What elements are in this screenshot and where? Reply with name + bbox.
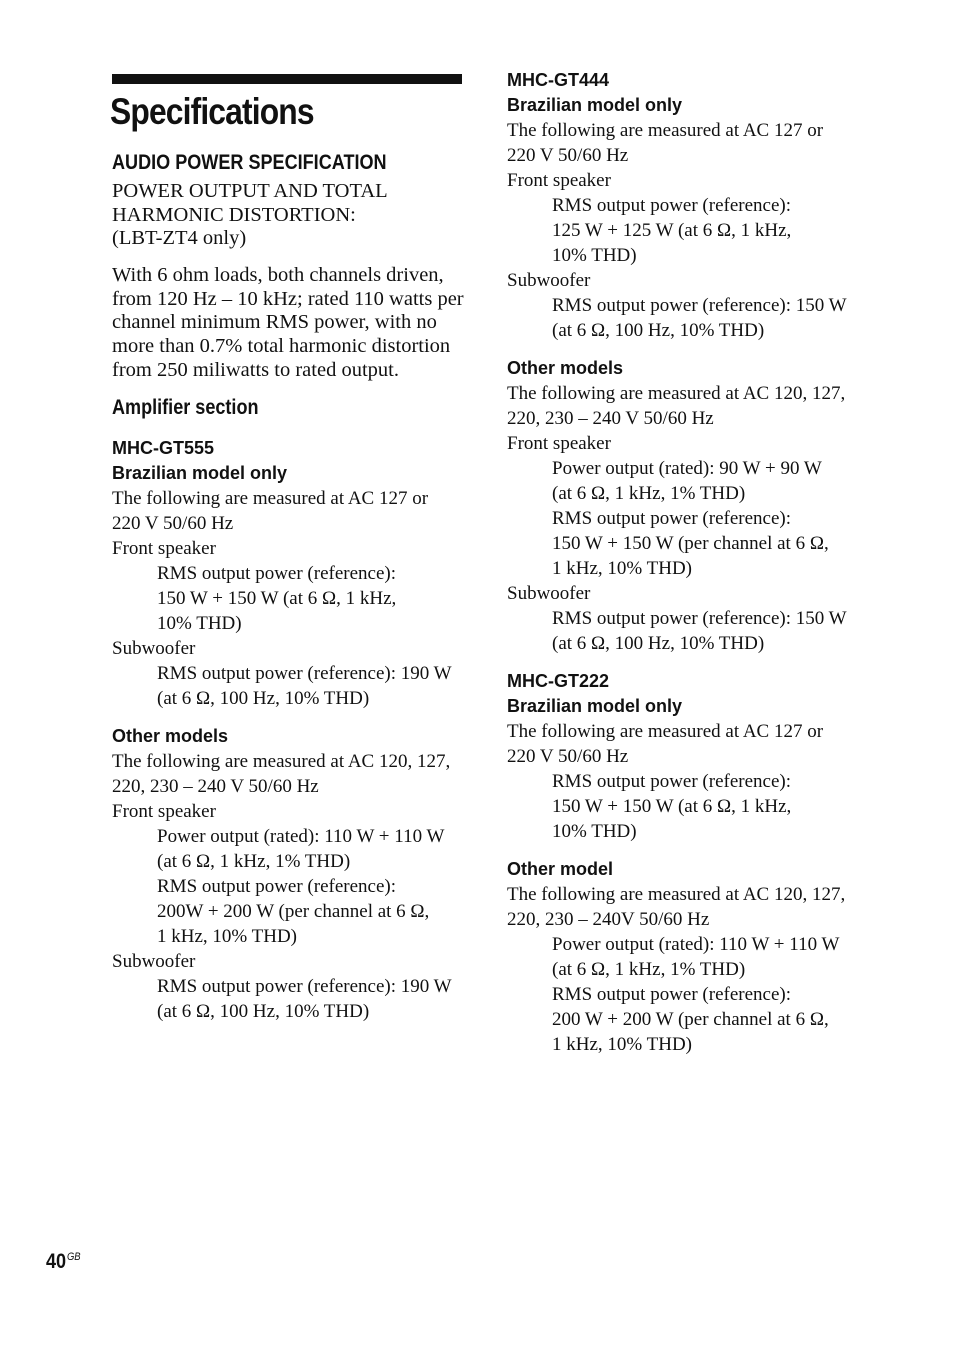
subwoofer-label: Subwoofer bbox=[507, 583, 591, 604]
spec-value: (at 6 Ω, 100 Hz, 10% THD) bbox=[552, 320, 765, 341]
section-heading: Other model bbox=[507, 859, 614, 879]
spec-value: 1 kHz, 10% THD) bbox=[552, 1034, 693, 1055]
spec-value: (at 6 Ω, 1 kHz, 1% THD) bbox=[552, 959, 746, 980]
spec-value: Power output (rated): 90 W + 90 W bbox=[552, 458, 822, 479]
power-statement bbox=[112, 264, 464, 383]
spec-value: RMS output power (reference): bbox=[552, 508, 792, 529]
spec-value: RMS output power (reference): bbox=[552, 771, 792, 792]
text-line: The following are measured at AC 120, 127, bbox=[507, 884, 846, 905]
title-rule bbox=[112, 74, 462, 84]
subwoofer-label: Subwoofer bbox=[112, 951, 196, 972]
spec-value: 10% THD) bbox=[157, 613, 242, 634]
text-line: from 120 Hz – 10 kHz; rated 110 watts per bbox=[112, 287, 464, 310]
page-number bbox=[46, 1250, 81, 1274]
spec-value: RMS output power (reference): bbox=[552, 195, 792, 216]
model-subheading: Brazilian model only bbox=[112, 463, 288, 483]
amplifier-section-heading: Amplifier section bbox=[112, 396, 259, 419]
section-heading: Other models bbox=[112, 726, 229, 746]
text-line: 220 V 50/60 Hz bbox=[112, 513, 234, 534]
text-line: 220, 230 – 240 V 50/60 Hz bbox=[507, 408, 714, 429]
text-line: The following are measured at AC 127 or bbox=[507, 120, 824, 141]
front-speaker-label: Front speaker bbox=[112, 801, 216, 822]
text-line: HARMONIC DISTORTION: bbox=[112, 203, 356, 226]
text-line: 220 V 50/60 Hz bbox=[507, 145, 629, 166]
text-line: more than 0.7% total harmonic distortion bbox=[112, 335, 451, 358]
model-heading: MHC-GT444 bbox=[507, 70, 610, 90]
subwoofer-label: Subwoofer bbox=[112, 638, 196, 659]
audio-power-heading: AUDIO POWER SPECIFICATION bbox=[112, 151, 387, 174]
text-line: 220, 230 – 240 V 50/60 Hz bbox=[112, 776, 319, 797]
spec-block-gt555-other bbox=[112, 724, 452, 1024]
spec-value: RMS output power (reference): bbox=[157, 876, 397, 897]
spec-value: 150 W + 150 W (per channel at 6 Ω, bbox=[552, 533, 829, 554]
front-speaker-label: Front speaker bbox=[507, 170, 611, 191]
spec-value: 150 W + 150 W (at 6 Ω, 1 kHz, bbox=[157, 588, 397, 609]
spec-value: 10% THD) bbox=[552, 821, 637, 842]
spec-block-gt555 bbox=[112, 436, 452, 711]
front-speaker-label: Front speaker bbox=[507, 433, 611, 454]
spec-value: RMS output power (reference): 150 W bbox=[552, 608, 847, 629]
spec-value: 1 kHz, 10% THD) bbox=[552, 558, 693, 579]
page-number-suffix: GB bbox=[66, 1251, 81, 1263]
spec-value: RMS output power (reference): 190 W bbox=[157, 663, 452, 684]
spec-block-gt444-other bbox=[507, 356, 847, 656]
text-line: The following are measured at AC 127 or bbox=[507, 721, 824, 742]
spec-value: (at 6 Ω, 100 Hz, 10% THD) bbox=[157, 688, 370, 709]
text-line: (LBT-ZT4 only) bbox=[112, 227, 247, 250]
spec-block-gt444 bbox=[507, 68, 847, 343]
spec-value: 200 W + 200 W (per channel at 6 Ω, bbox=[552, 1009, 829, 1030]
spec-value: (at 6 Ω, 100 Hz, 10% THD) bbox=[552, 633, 765, 654]
spec-value: 10% THD) bbox=[552, 245, 637, 266]
spec-value: Power output (rated): 110 W + 110 W bbox=[552, 934, 840, 955]
text-line: from 250 miliwatts to rated output. bbox=[112, 358, 399, 381]
section-heading: Other models bbox=[507, 358, 624, 378]
spec-value: (at 6 Ω, 100 Hz, 10% THD) bbox=[157, 1001, 370, 1022]
text-line: channel minimum RMS power, with no bbox=[112, 311, 437, 334]
text-line: With 6 ohm loads, both channels driven, bbox=[112, 264, 444, 286]
subwoofer-label: Subwoofer bbox=[507, 270, 591, 291]
text-line: The following are measured at AC 120, 127, bbox=[112, 751, 451, 772]
page-number-value: 40 bbox=[46, 1250, 67, 1273]
spec-value: (at 6 Ω, 1 kHz, 1% THD) bbox=[157, 851, 351, 872]
page-title: Specifications bbox=[110, 91, 314, 132]
text-line: POWER OUTPUT AND TOTAL bbox=[112, 180, 388, 202]
spec-value: 150 W + 150 W (at 6 Ω, 1 kHz, bbox=[552, 796, 792, 817]
text-line: The following are measured at AC 120, 127, bbox=[507, 383, 846, 404]
power-output-heading bbox=[112, 180, 388, 251]
spec-value: 200W + 200 W (per channel at 6 Ω, bbox=[157, 901, 430, 922]
spec-value: RMS output power (reference): bbox=[157, 563, 397, 584]
spec-block-gt222 bbox=[507, 669, 823, 844]
model-subheading: Brazilian model only bbox=[507, 95, 683, 115]
spec-value: 1 kHz, 10% THD) bbox=[157, 926, 298, 947]
text-line: 220, 230 – 240V 50/60 Hz bbox=[507, 909, 710, 930]
model-subheading: Brazilian model only bbox=[507, 696, 683, 716]
spec-value: 125 W + 125 W (at 6 Ω, 1 kHz, bbox=[552, 220, 792, 241]
spec-block-gt222-other bbox=[507, 857, 845, 1057]
spec-value: RMS output power (reference): 150 W bbox=[552, 295, 847, 316]
text-line: 220 V 50/60 Hz bbox=[507, 746, 629, 767]
text-line: The following are measured at AC 127 or bbox=[112, 488, 429, 509]
front-speaker-label: Front speaker bbox=[112, 538, 216, 559]
spec-value: Power output (rated): 110 W + 110 W bbox=[157, 826, 445, 847]
model-heading: MHC-GT222 bbox=[507, 671, 610, 691]
model-heading: MHC-GT555 bbox=[112, 438, 215, 458]
spec-value: RMS output power (reference): 190 W bbox=[157, 976, 452, 997]
spec-value: RMS output power (reference): bbox=[552, 984, 792, 1005]
spec-value: (at 6 Ω, 1 kHz, 1% THD) bbox=[552, 483, 746, 504]
